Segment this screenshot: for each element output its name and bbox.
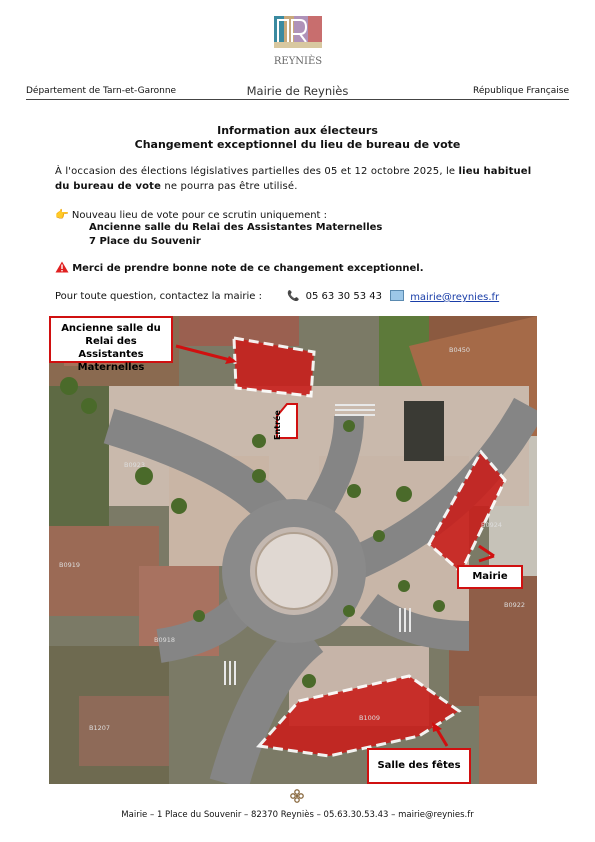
- callout-ram-line2: Relai des Assistantes: [78, 336, 144, 360]
- svg-text:REYNIÈS: REYNIÈS: [273, 56, 323, 67]
- new-place-intro: Nouveau lieu de vote pour ce scrutin uniquement :: [71, 210, 328, 221]
- aerial-map-drawing: [49, 316, 537, 784]
- phone-icon: 📞: [287, 291, 300, 302]
- callout-ram-line1: Ancienne salle du: [61, 323, 161, 334]
- page-subtitle: Changement exceptionnel du lieu de bureau de vote: [134, 138, 461, 151]
- parcel-label: B0924: [481, 521, 503, 529]
- callout-ram-line3: Maternelles: [77, 362, 145, 373]
- header-republique: République Française: [473, 86, 569, 96]
- parcel-label: B1207: [89, 724, 111, 732]
- contact-phone[interactable]: 05 63 30 53 43: [305, 291, 382, 302]
- parcel-label: B0919: [59, 561, 81, 569]
- warning-icon: [55, 261, 69, 273]
- cross-ornament-icon: [289, 788, 305, 804]
- parcel-label: B0918: [154, 636, 176, 644]
- intro-paragraph: [55, 165, 545, 194]
- pointing-hand-icon: 👉: [55, 208, 69, 221]
- parcel-label: B0922: [504, 601, 526, 609]
- warning-text: Merci de prendre bonne note de ce changement exceptionnel.: [72, 263, 424, 274]
- new-place-address: 7 Place du Souvenir: [89, 236, 201, 247]
- contact-email[interactable]: mairie@reynies.fr: [410, 292, 500, 303]
- parcel-label: B0450: [449, 346, 471, 354]
- footer-address: Mairie – 1 Place du Souvenir – 82370 Reyniès – 05.63.30.53.43 – mairie@reynies.fr: [121, 810, 474, 820]
- logo-icon: [268, 12, 328, 68]
- intro-bold: lieu habituel du bureau de vote: [55, 166, 532, 192]
- page-title: Information aux électeurs: [217, 124, 378, 137]
- contact-phone-row: [287, 290, 382, 304]
- callout-ram: [49, 316, 173, 373]
- callout-salle-des-fetes: Salle des fêtes: [367, 748, 471, 784]
- entrance-label: Entrée: [273, 410, 282, 440]
- contact-email-row: [390, 290, 499, 305]
- warning-row: [55, 261, 424, 276]
- header-divider: [26, 99, 569, 100]
- intro-text-1: À l'occasion des élections législatives partielles des 05 et 12 octobre 2025, le: [55, 166, 459, 177]
- intro-text-2: ne pourra pas être utilisé.: [161, 180, 298, 192]
- new-place-name: Ancienne salle du Relai des Assistantes Maternelles: [89, 222, 383, 233]
- callout-mairie: Mairie: [457, 565, 523, 589]
- contact-label: Pour toute question, contactez la mairie :: [55, 291, 262, 302]
- parcel-label: B1009: [359, 714, 381, 722]
- parcel-label: B0923: [124, 461, 146, 469]
- header-mairie: Mairie de Reyniès: [246, 84, 349, 98]
- header-department: Département de Tarn-et-Garonne: [26, 86, 177, 96]
- aerial-map: [49, 316, 537, 784]
- email-icon: [390, 290, 404, 301]
